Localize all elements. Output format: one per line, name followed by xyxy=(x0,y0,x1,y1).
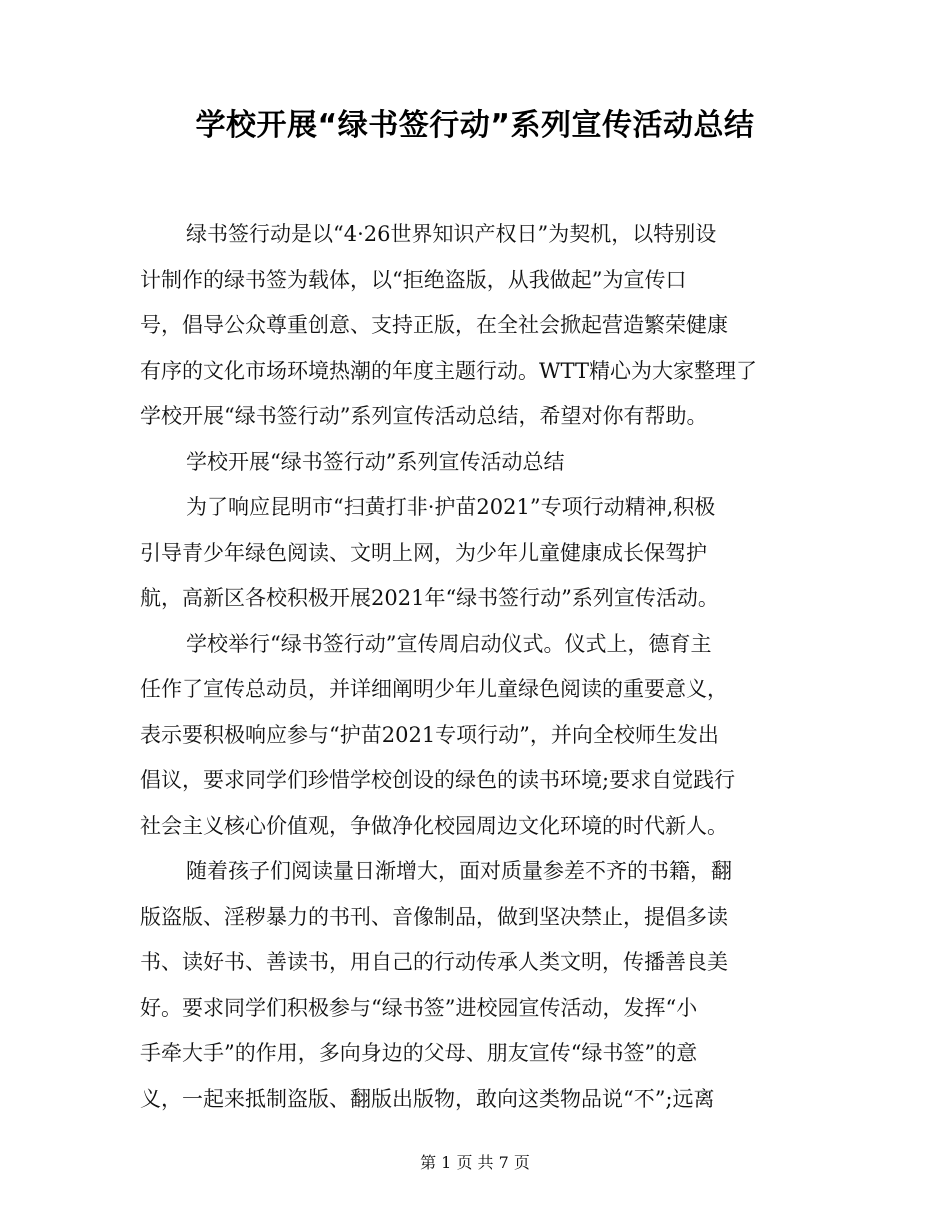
paragraph-line: 义，一起来抵制盗版、翻版出版物，敢向这类物品说“不”;远离 xyxy=(140,1086,715,1111)
paragraph-line: 手牵大手”的作用，多向身边的父母、朋友宣传“绿书签”的意 xyxy=(140,1041,698,1065)
paragraph-line: 表示要积极响应参与“护苗2021专项行动”，并向全校师生发出 xyxy=(140,722,719,747)
paragraph-line: 学校举行“绿书签行动”宣传周启动仪式。仪式上，德育主 xyxy=(186,631,712,656)
paragraph-line: 好。要求同学们积极参与“绿书签”进校园宣传活动，发挥“小 xyxy=(140,995,698,1020)
paragraph-line: 绿书签行动是以“4·26世界知识产权日”为契机，以特别设 xyxy=(186,222,717,246)
page-title: 学校开展“绿书签行动”系列宣传活动总结 xyxy=(195,108,755,143)
document-body xyxy=(140,212,812,1122)
paragraph-line: 书、读好书、善读书，用自己的行动传承人类文明，传播善良美 xyxy=(140,950,728,974)
paragraph-line: 计制作的绿书签为载体，以“拒绝盗版，从我做起”为宣传口 xyxy=(140,267,687,292)
paragraph-line: 版盗版、淫秽暴力的书刊、音像制品，做到坚决禁止，提倡多读 xyxy=(140,904,728,929)
page-number-footer: 第 1 页 共 7 页 xyxy=(420,1153,530,1172)
paragraph-line: 引导青少年绿色阅读、文明上网，为少年儿童健康成长保驾护 xyxy=(140,540,707,565)
paragraph-line: 有序的文化市场环境热潮的年度主题行动。WTT精心为大家整理了 xyxy=(140,358,757,383)
paragraph-line: 社会主义核心价值观，争做净化校园周边文化环境的时代新人。 xyxy=(140,813,728,838)
paragraph-line: 为了响应昆明市“扫黄打非·护苗2021”专项行动精神,积极 xyxy=(186,495,716,519)
paragraph-line: 学校开展“绿书签行动”系列宣传活动总结，希望对你有帮助。 xyxy=(140,404,708,428)
paragraph-line: 号，倡导公众尊重创意、支持正版，在全社会掀起营造繁荣健康 xyxy=(140,313,728,337)
paragraph-line: 航，高新区各校积极开展2021年“绿书签行动”系列宣传活动。 xyxy=(140,586,719,610)
section-heading: 学校开展“绿书签行动”系列宣传活动总结 xyxy=(186,449,565,474)
paragraph-line: 随着孩子们阅读量日渐增大，面对质量参差不齐的书籍，翻 xyxy=(186,859,732,883)
paragraph-line: 任作了宣传总动员，并详细阐明少年儿童绿色阅读的重要意义， xyxy=(140,677,728,701)
paragraph-line: 倡议，要求同学们珍惜学校创设的绿色的读书环境;要求自觉践行 xyxy=(140,768,736,792)
